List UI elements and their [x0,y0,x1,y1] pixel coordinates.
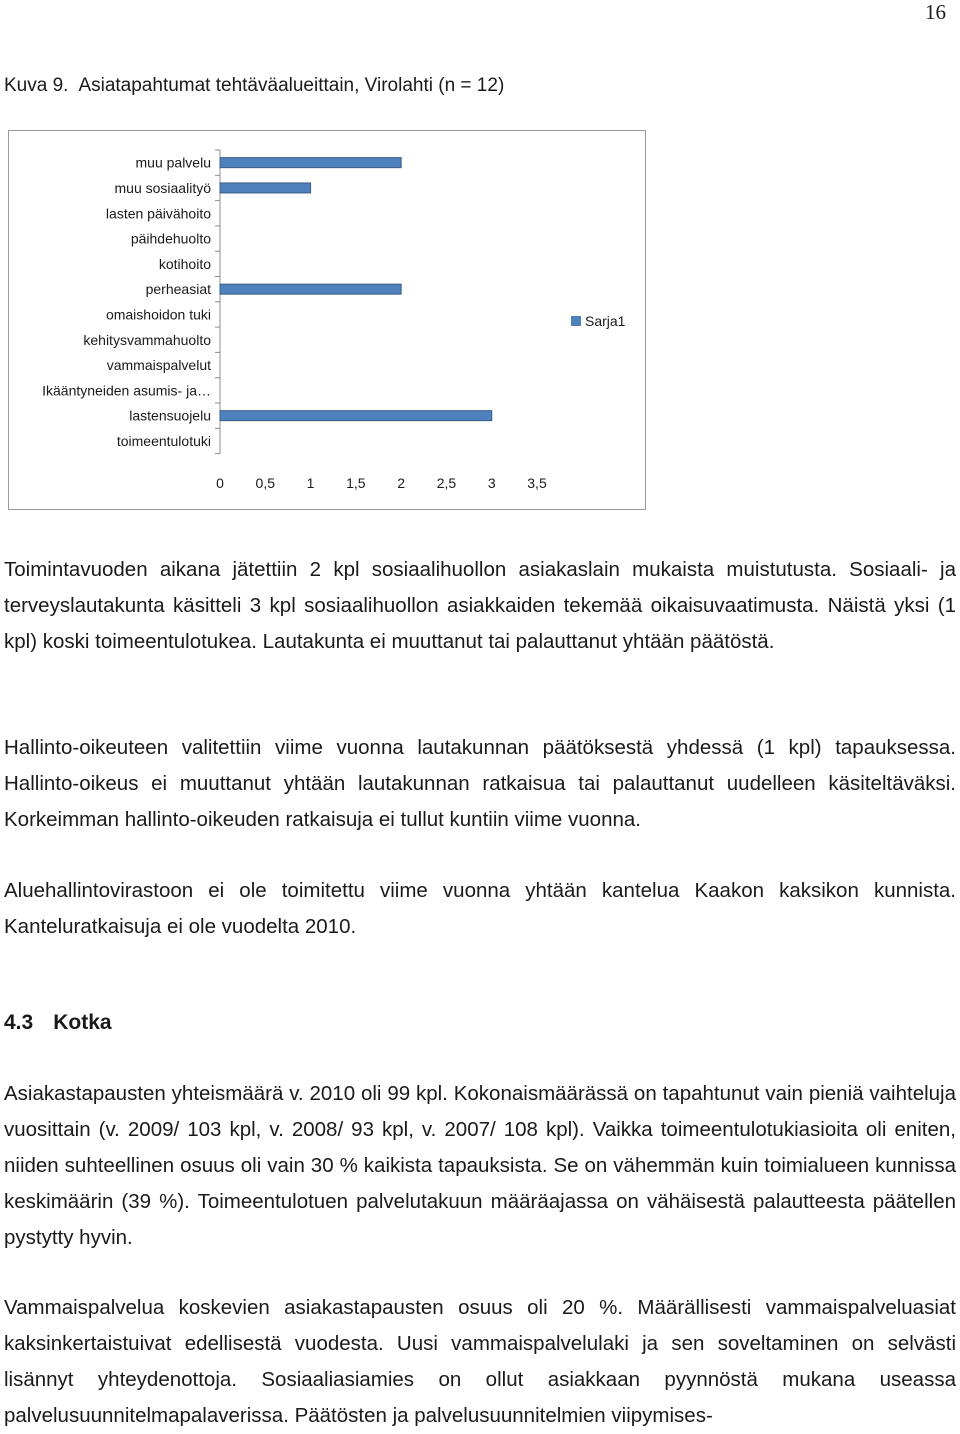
bar-chart [8,130,646,510]
bar [220,183,311,193]
paragraph-muistutukset: Toimintavuoden aikana jätettiin 2 kpl sosiaalihuollon asiakaslain mukaista muistutusta. Sosiaali- ja terveyslautakunta käsitteli 3 kpl sosiaalihuollon asiakkaiden tekemää oikaisuvaatimusta. Näistä yksi (1 kpl) koski toimeentulotukea. Lautakunta ei muuttanut tai palauttanut yhtään päätöstä. [4,558,956,653]
x-tick-label: 0 [216,475,224,491]
category-label: muu palvelu [135,154,211,171]
bar [220,284,401,294]
page-number: 16 [925,0,946,24]
paragraph-hallinto-oikeus: Hallinto-oikeuteen valitettiin viime vuonna lautakunnan päätöksestä yhdessä (1 kpl) tapauksessa. Hallinto-oikeus ei muuttanut yhtään lautakunnan ratkaisua tai palauttanut uudelleen käsiteltäväksi. Korkeimman hallinto-oikeuden ratkaisuja ei tullut kuntiin viime vuonna. [4,736,956,831]
category-label: Ikääntyneiden asumis- ja… [42,382,211,399]
x-tick-label: 1,5 [346,475,366,491]
category-label: lastensuojelu [129,407,211,424]
section-number: 4.3 [4,1011,34,1034]
category-label: muu sosiaalityö [114,179,211,196]
category-label: perheasiat [145,281,211,298]
bar [220,411,492,421]
category-label: toimeentulotuki [116,432,211,449]
figure-caption [4,74,504,98]
x-tick-label: 3,5 [527,475,547,491]
section-heading [4,1007,112,1039]
x-tick-label: 1 [306,475,315,491]
figure-title: Asiatapahtumat tehtäväalueittain, Virolahti (n = 12) [78,75,505,96]
x-tick-label: 3 [487,475,496,491]
x-tick-label: 0,5 [255,475,276,491]
category-label: kotihoito [158,255,211,272]
category-label: kehitysvammahuolto [83,331,211,348]
paragraph-asiakastapaukset: Asiakastapausten yhteismäärä v. 2010 oli 99 kpl. Kokonaismäärässä on tapahtunut vain pieniä vaihteluja vuosittain (v. 2009/ 103 kpl, v. 2008/ 93 kpl, v. 2007/ 108 kpl). Vaikka toimeentulotukiasioita oli eniten, niiden suhteellinen osuus oli vain 30 % kaikista tapauksista. Se on vähemmän kuin toimialueen kunnissa keskimäärin (39 %). Toimeentulotuen palvelutakuun määräajassa on vähäisestä palautteesta päätellen pystytty hyvin. [4,1082,956,1249]
category-label: vammaispalvelut [106,357,211,374]
category-label: omaishoidon tuki [105,306,211,323]
category-label: lasten päivähoito [105,205,211,222]
paragraph-aluehallintovirasto: Aluehallintovirastoon ei ole toimitettu viime vuonna yhtään kantelua Kaakon kaksikon kunnista. Kanteluratkaisuja ei ole vuodelta 2010. [4,879,956,938]
paragraph-vammaispalvelu: Vammaispalvelua koskevien asiakastapausten osuus oli 20 %. Määrällisesti vammaispalveluasiat kaksinkertaistuivat edellisestä vuodesta. Uusi vammaispalvelulaki ja sen soveltaminen on selvästi lisännyt yhteydenottoja. Sosiaaliasiamies on ollut asiakkaan pyynnöstä mukana useassa palvelusuunnitelmapalaverissa. Päätösten ja palvelusuunnitelmien viipymises- [4,1296,956,1427]
section-title: Kotka [53,1011,112,1034]
x-tick-label: 2 [397,475,406,491]
x-tick-label: 2,5 [436,475,457,491]
legend-swatch [571,316,581,326]
figure-number: Kuva 9. [4,75,69,96]
category-label: päihdehuolto [130,230,211,247]
bar [220,158,401,168]
bar-chart-svg [9,131,645,509]
legend-label: Sarja1 [585,313,626,329]
